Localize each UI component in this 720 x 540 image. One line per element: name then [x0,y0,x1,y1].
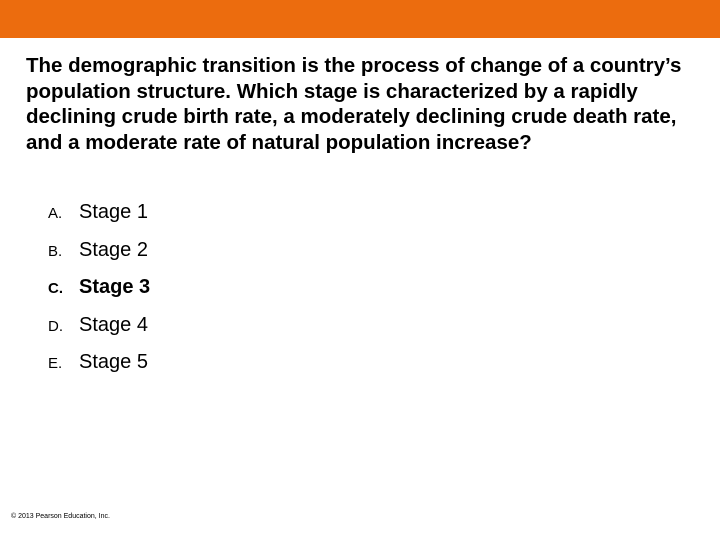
answer-option-d[interactable] [48,311,150,349]
copyright-footer: © 2013 Pearson Education, Inc. [11,513,110,520]
answer-text: Stage 1 [79,201,148,223]
answer-option-a[interactable] [48,198,150,236]
answer-text: Stage 2 [79,238,148,261]
answer-option-b[interactable] [48,236,150,274]
answer-option-c[interactable] [48,273,150,311]
answer-list [48,198,150,386]
answer-letter: D. [48,317,63,335]
header-accent-bar [0,0,720,38]
answer-text: Stage 4 [79,313,148,336]
answer-text: Stage 5 [79,351,148,373]
answer-letter: E. [48,355,63,372]
answer-letter: C. [48,280,63,297]
question-text: The demographic transition is the process of change of a country’s population structure. Which stage is characterized by a rapidly declining crude birth rate, a moderately declining crude death rate, and a moderate rate of natural population increase? [26,54,682,154]
answer-text: Stage 3 [79,276,151,298]
answer-letter: A. [48,205,63,222]
answer-letter: B. [48,242,63,260]
answer-option-e[interactable] [48,348,150,386]
